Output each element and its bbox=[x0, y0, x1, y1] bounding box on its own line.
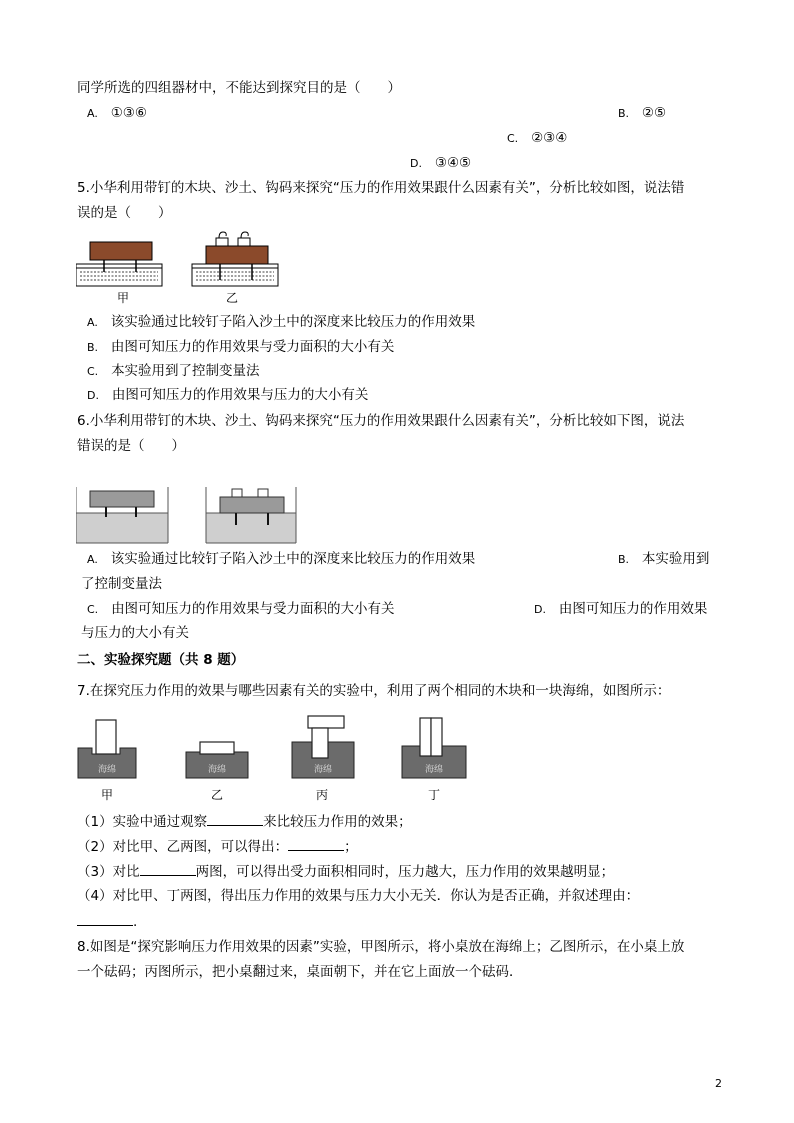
q5-fig-label-jia: 甲 bbox=[116, 291, 129, 305]
option-label: D. bbox=[534, 603, 546, 616]
sponge-label: 海绵 bbox=[313, 765, 333, 775]
q5-stem-line1: 5.小华利用带钉的木块、沙土、钩码来探究“压力的作用效果跟什么因素有关”，分析比较如图，说法错 bbox=[77, 180, 685, 196]
q7-sub3-text-b: 两图，可以得出受力面积相同时，压力越大，压力作用的效果越明显； bbox=[195, 864, 615, 880]
q7-sub1 bbox=[77, 811, 412, 832]
q7-sub4: （4）对比甲、丁两图，得出压力作用的效果与压力大小无关．你认为是否正确，并叙述理由： bbox=[77, 888, 640, 904]
option-text: 本实验用到 bbox=[641, 551, 710, 567]
q4-stem: 同学所选的四组器材中，不能达到探究目的是（ ） bbox=[77, 80, 401, 96]
q5-option-b bbox=[87, 337, 394, 358]
q4-option-c bbox=[507, 128, 567, 149]
q5-fig-label-yi: 乙 bbox=[225, 291, 238, 305]
option-text: 该实验通过比较钉子陷入沙土中的深度来比较压力的作用效果 bbox=[110, 314, 476, 330]
q5-stem-line2: 误的是（ ） bbox=[77, 205, 172, 221]
q6-fig-left bbox=[76, 487, 168, 543]
q7-figure bbox=[76, 712, 468, 780]
q7-sub2-text-a: （2）对比甲、乙两图，可以得出： bbox=[77, 839, 289, 855]
q7-sub3-text-a: （3）对比 bbox=[77, 864, 140, 880]
q4-option-d bbox=[410, 153, 471, 174]
option-label: B. bbox=[618, 107, 630, 120]
option-label: B. bbox=[87, 341, 99, 354]
sponge-label: 海绵 bbox=[97, 765, 117, 775]
q7-fig-label-ding: 丁 bbox=[427, 788, 440, 802]
q6-option-c bbox=[87, 599, 395, 620]
option-label: C. bbox=[87, 603, 99, 616]
q7-fig-jia bbox=[78, 720, 136, 778]
q5-option-a bbox=[87, 312, 475, 333]
q6-option-b bbox=[618, 549, 709, 570]
q7-sub2-text-b: ； bbox=[344, 839, 358, 855]
answer-blank[interactable] bbox=[207, 811, 263, 826]
q7-fig-yi bbox=[186, 742, 248, 778]
answer-blank[interactable] bbox=[140, 861, 196, 876]
q6-option-a bbox=[87, 549, 475, 570]
q7-fig-label-yi: 乙 bbox=[210, 788, 223, 802]
q7-sub1-text-a: （1）实验中通过观察 bbox=[77, 814, 208, 830]
option-text: 由图可知压力的作用效果与压力的大小有关 bbox=[111, 387, 369, 403]
q5-option-d bbox=[87, 385, 368, 406]
q7-fig-ding bbox=[402, 718, 466, 778]
q5-figure bbox=[76, 226, 281, 288]
option-label: C. bbox=[87, 365, 99, 378]
q6-stem-line1: 6.小华利用带钉的木块、沙土、钩码来探究“压力的作用效果跟什么因素有关”，分析比较如下图，说法 bbox=[77, 413, 685, 429]
section-title: 二、实验探究题（共 8 题） bbox=[77, 652, 245, 668]
q5-fig-jia bbox=[76, 242, 162, 286]
answer-blank[interactable] bbox=[77, 911, 133, 926]
q7-sub4-end: . bbox=[133, 914, 138, 930]
option-label: A. bbox=[87, 316, 98, 329]
option-label: B. bbox=[618, 553, 630, 566]
q8-stem-line1: 8.如图是“探究影响压力作用效果的因素”实验，甲图所示，将小桌放在海绵上；乙图所示，在小桌上放 bbox=[77, 939, 685, 955]
q7-fig-label-jia: 甲 bbox=[100, 788, 113, 802]
q6-stem-line2: 错误的是（ ） bbox=[77, 438, 185, 454]
option-text: ②⑤ bbox=[641, 105, 667, 121]
q7-sub4-answer bbox=[77, 911, 137, 932]
q8-stem-line2: 一个砝码；丙图所示，把小桌翻过来，桌面朝下，并在它上面放一个砝码． bbox=[77, 964, 523, 980]
q5-fig-yi bbox=[192, 232, 278, 286]
option-text: ③④⑤ bbox=[434, 155, 472, 171]
q6-option-b-continued: 了控制变量法 bbox=[81, 576, 162, 592]
q6-option-d-continued: 与压力的大小有关 bbox=[81, 625, 189, 641]
option-text: ②③④ bbox=[531, 130, 568, 146]
option-text: 由图可知压力的作用效果与受力面积的大小有关 bbox=[111, 601, 395, 617]
option-label: C. bbox=[507, 132, 519, 145]
q6-option-d bbox=[534, 599, 707, 620]
sponge-label: 海绵 bbox=[207, 765, 227, 775]
option-text: 由图可知压力的作用效果与受力面积的大小有关 bbox=[110, 339, 395, 355]
option-label: A. bbox=[87, 553, 98, 566]
q4-option-a bbox=[87, 103, 147, 124]
sponge-label: 海绵 bbox=[424, 765, 444, 775]
option-label: A. bbox=[87, 107, 98, 120]
q7-sub3 bbox=[77, 861, 614, 882]
q7-fig-label-bing: 丙 bbox=[315, 788, 328, 802]
q7-sub2 bbox=[77, 836, 358, 857]
option-text: 本实验用到了控制变量法 bbox=[111, 363, 260, 379]
option-text: ①③⑥ bbox=[110, 105, 148, 121]
q7-sub1-text-b: 来比较压力作用的效果； bbox=[263, 814, 412, 830]
option-text: 该实验通过比较钉子陷入沙土中的深度来比较压力的作用效果 bbox=[110, 551, 476, 567]
option-label: D. bbox=[87, 389, 99, 402]
q6-figure bbox=[76, 483, 298, 545]
q5-option-c bbox=[87, 361, 260, 382]
answer-blank[interactable] bbox=[288, 836, 344, 851]
option-text: 由图可知压力的作用效果 bbox=[558, 601, 708, 617]
q7-fig-bing bbox=[292, 716, 354, 778]
page-number: 2 bbox=[715, 1077, 722, 1090]
q4-option-b bbox=[618, 103, 666, 124]
option-label: D. bbox=[410, 157, 422, 170]
q7-stem: 7.在探究压力作用的效果与哪些因素有关的实验中，利用了两个相同的木块和一块海绵，如图所示： bbox=[77, 683, 671, 699]
